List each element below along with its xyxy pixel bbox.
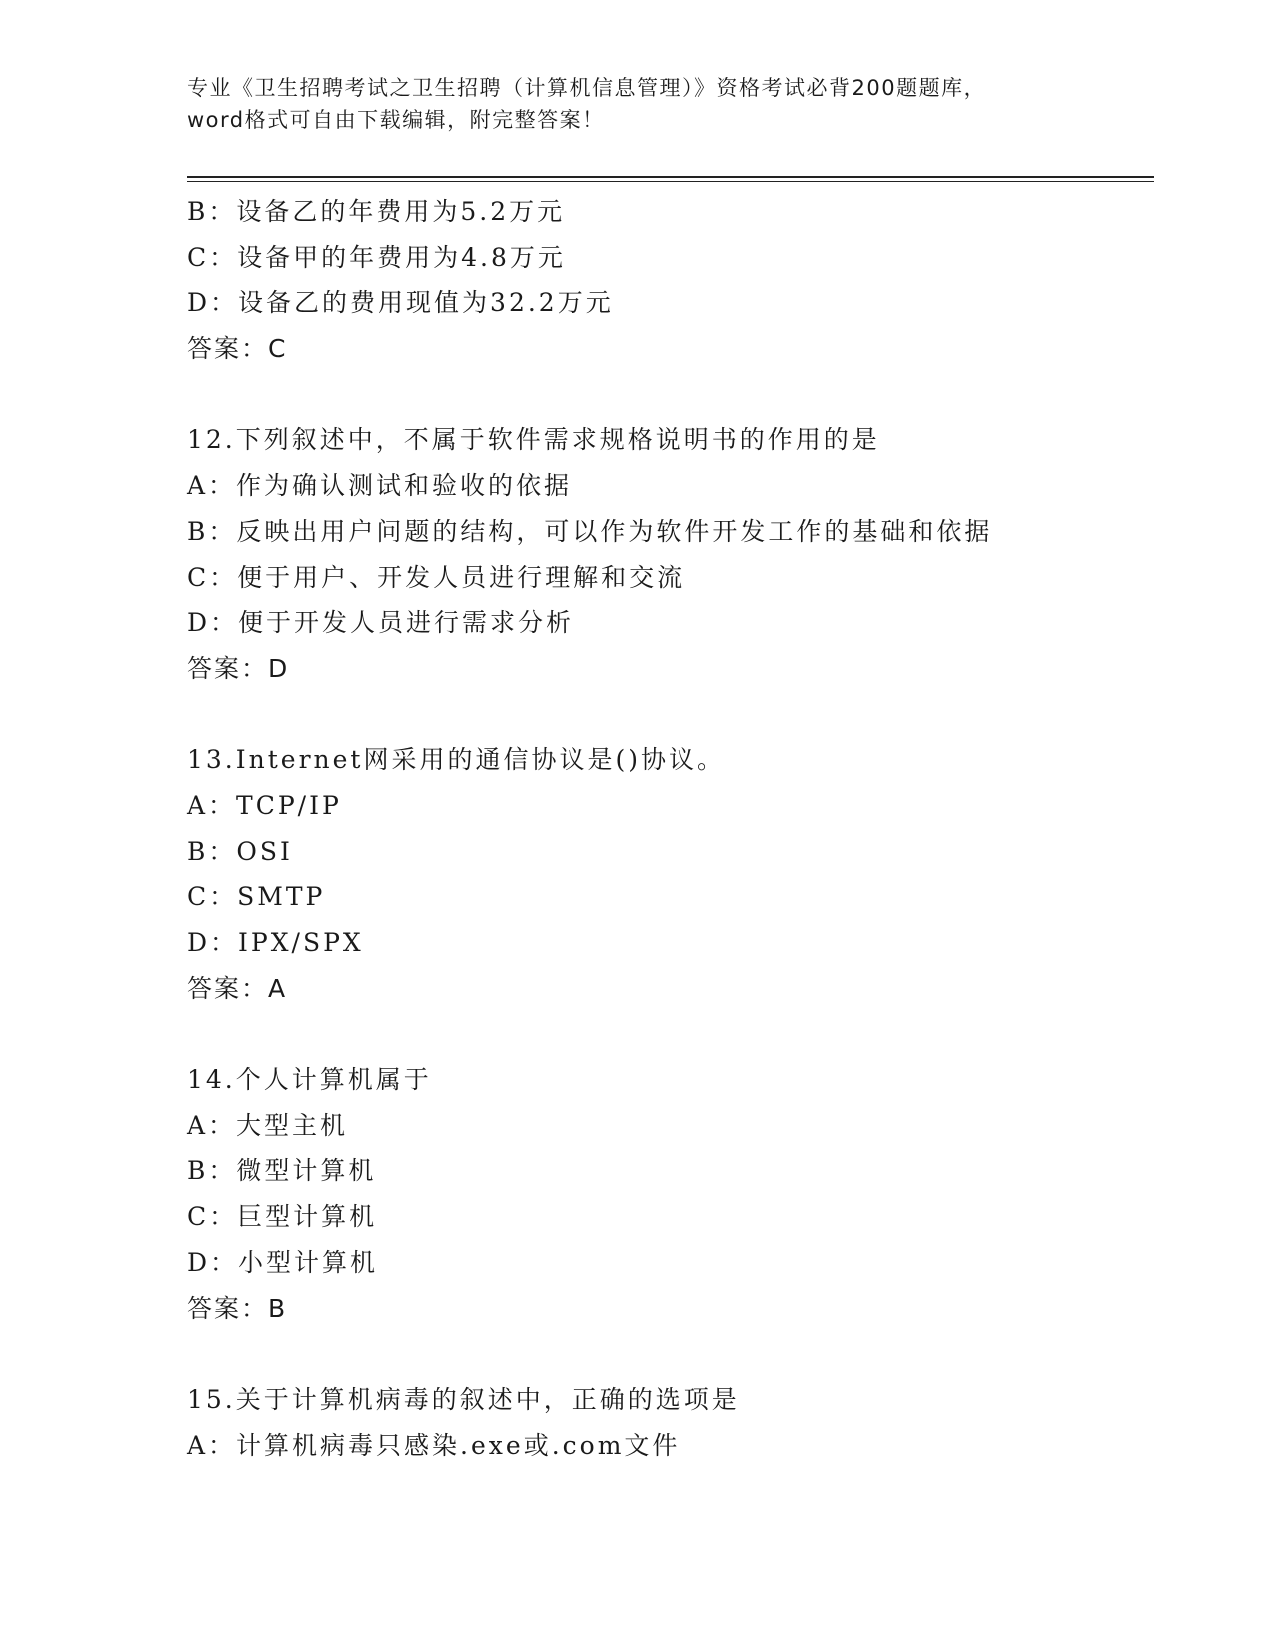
option-a: A：大型主机: [187, 1110, 349, 1140]
option-b: B：反映出用户问题的结构，可以作为软件开发工作的基础和依据: [187, 516, 993, 546]
option-c: C：便于用户、开发人员进行理解和交流: [187, 562, 686, 592]
answer-line: 答案：C: [187, 334, 288, 364]
question-12: [187, 417, 1147, 691]
spacer: [187, 372, 1147, 418]
option-b: B：OSI: [187, 836, 293, 866]
document-header: [187, 72, 1087, 136]
header-line-2: word格式可自由下载编辑，附完整答案！: [187, 108, 605, 132]
question-15: [187, 1377, 1147, 1468]
spacer: [187, 1331, 1147, 1377]
option-b: B：设备乙的年费用为5.2万元: [187, 197, 566, 226]
answer-line: 答案：B: [187, 1293, 288, 1323]
option-b: B：微型计算机: [187, 1156, 377, 1186]
question-stem: 14.个人计算机属于: [187, 1065, 432, 1095]
spacer: [187, 1011, 1147, 1057]
question-11-continued: [187, 189, 1147, 372]
option-d: D：小型计算机: [187, 1247, 379, 1277]
option-d: D：设备乙的费用现值为32.2万元: [187, 288, 614, 318]
question-stem: 15.关于计算机病毒的叙述中，正确的选项是: [187, 1384, 740, 1414]
option-a: A：TCP/IP: [187, 790, 342, 820]
question-stem: 13.Internet网采用的通信协议是()协议。: [187, 745, 725, 775]
spacer: [187, 692, 1147, 738]
option-a: A：计算机病毒只感染.exe或.com文件: [187, 1430, 681, 1460]
option-d: D：便于开发人员进行需求分析: [187, 608, 575, 638]
header-rule-thick: [187, 176, 1154, 178]
answer-line: 答案：A: [187, 973, 288, 1003]
option-c: C：设备甲的年费用为4.8万元: [187, 242, 566, 272]
option-c: C：巨型计算机: [187, 1202, 378, 1232]
header-rule-thin: [187, 181, 1154, 182]
question-stem: 12.下列叙述中，不属于软件需求规格说明书的作用的是: [187, 425, 880, 455]
header-line-1: 专业《卫生招聘考试之卫生招聘（计算机信息管理）》资格考试必背200题题库，: [187, 76, 987, 100]
question-13: [187, 737, 1147, 1011]
option-a: A：作为确认测试和验收的依据: [187, 471, 573, 501]
option-d: D：IPX/SPX: [187, 928, 364, 957]
question-list: [187, 189, 1147, 1468]
question-14: [187, 1057, 1147, 1331]
answer-line: 答案：D: [187, 653, 290, 683]
option-c: C：SMTP: [187, 882, 326, 912]
